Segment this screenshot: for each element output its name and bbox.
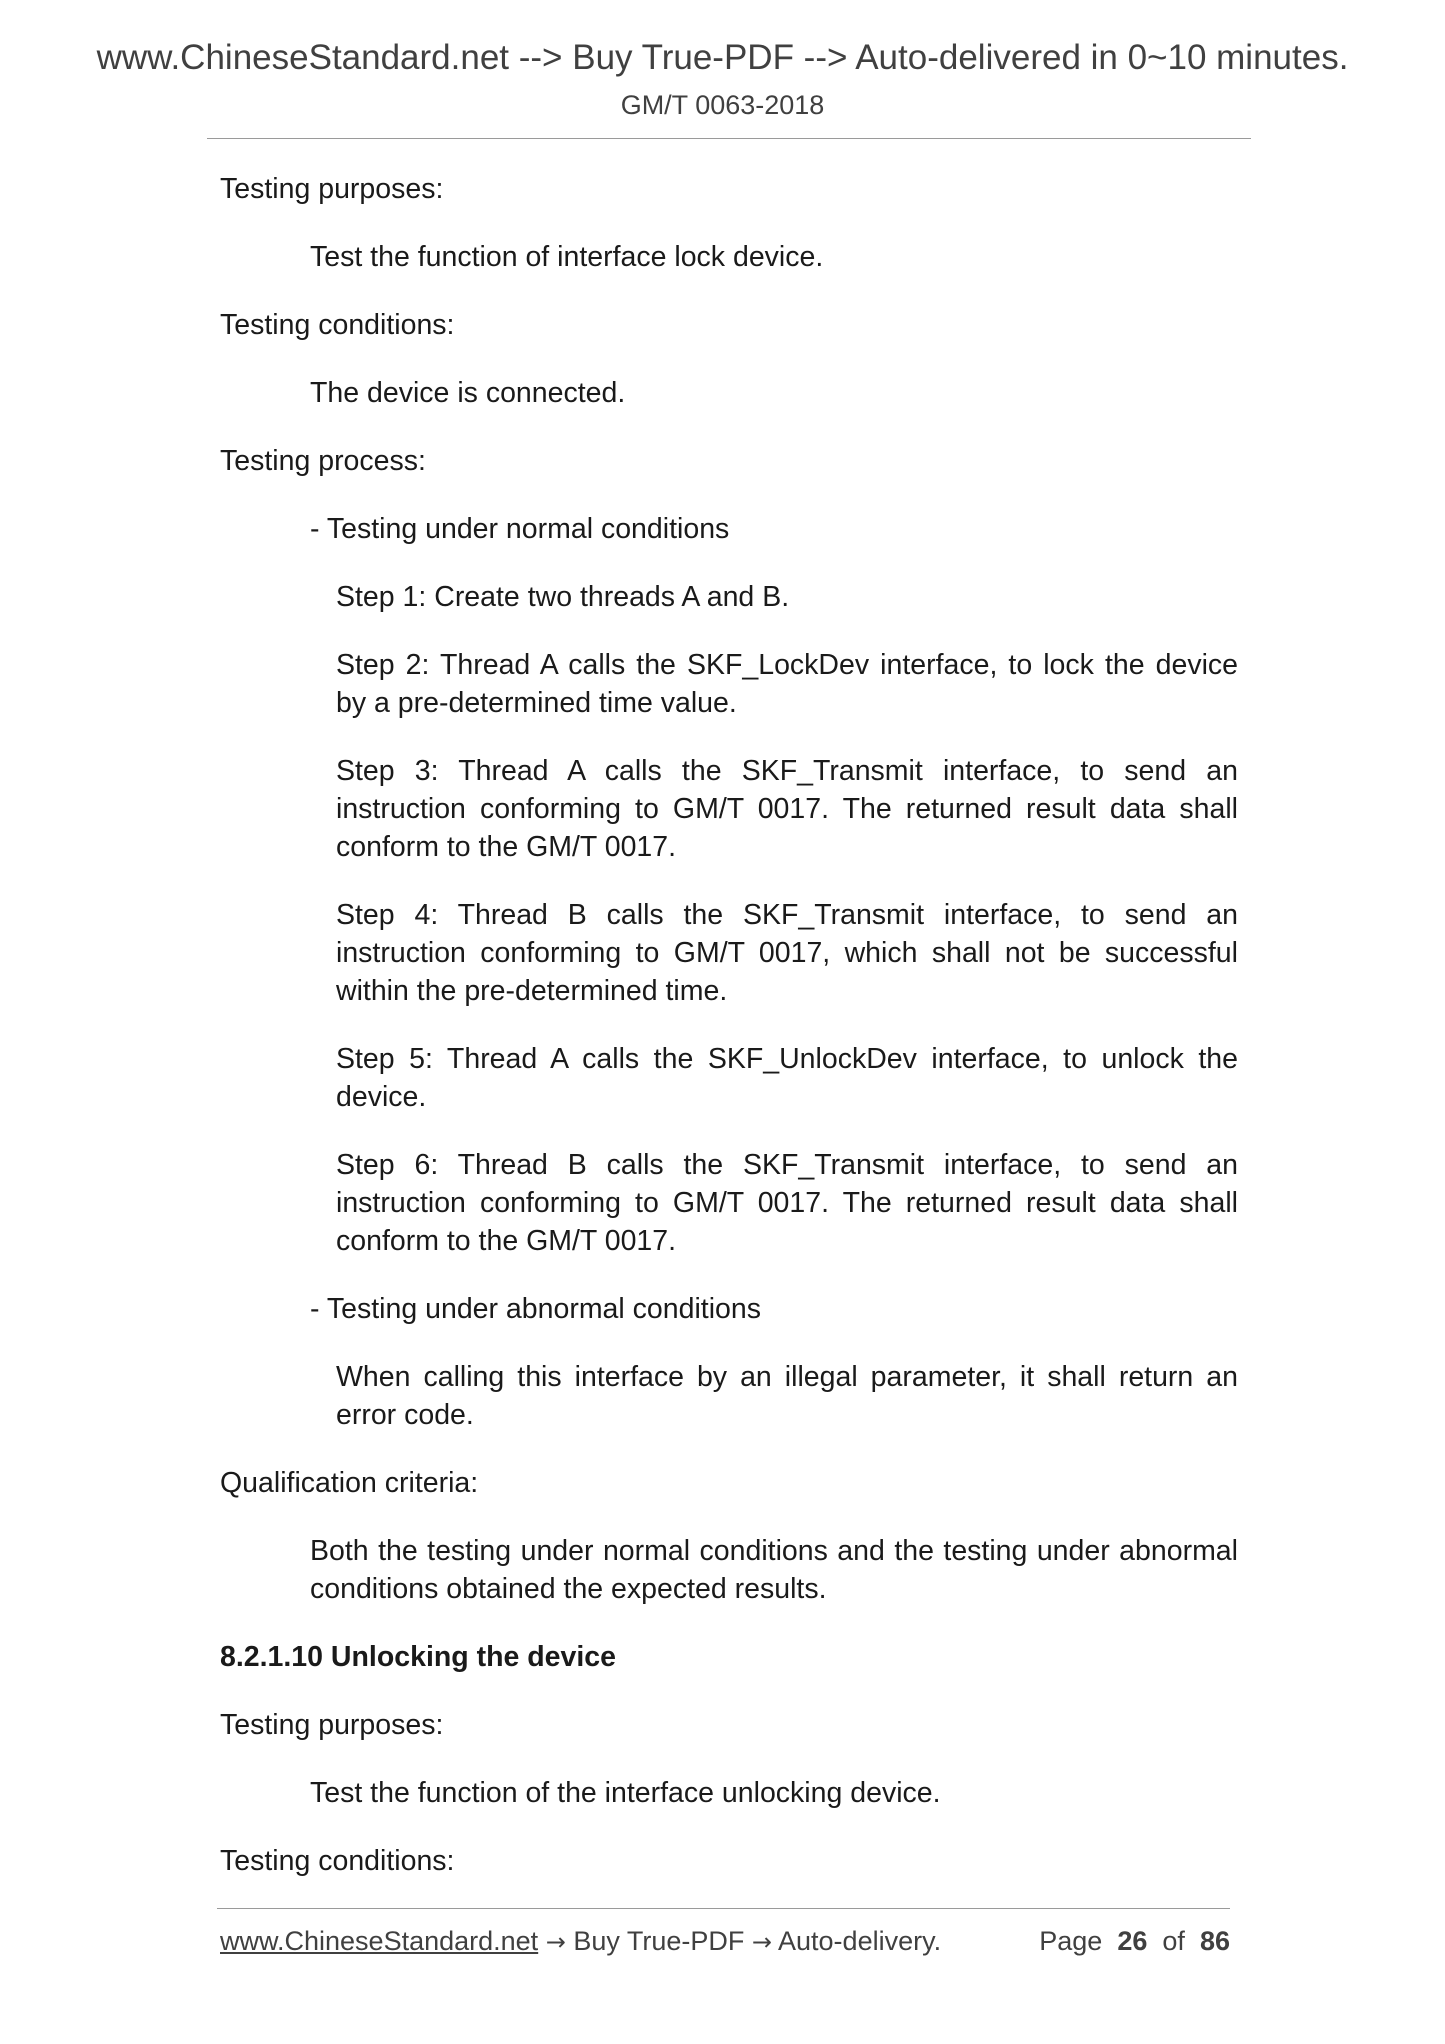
step-1: Step 1: Create two threads A and B.	[336, 581, 790, 613]
step-5: Step 5: Thread A calls the SKF_UnlockDev interface, to unlock the device.	[336, 1043, 1238, 1113]
arrow-right-icon: →	[751, 1928, 772, 1956]
normal-conditions-label: - Testing under normal conditions	[310, 513, 730, 545]
footer-site-link[interactable]: www.ChineseStandard.net	[220, 1926, 539, 1956]
abnormal-conditions-label: - Testing under abnormal conditions	[310, 1293, 761, 1325]
step-3: Step 3: Thread A calls the SKF_Transmit interface, to send an instruction conforming to GM/T 0017. The returned result data shall conform to the GM/T 0017.	[336, 755, 1238, 863]
testing-purposes-text: Test the function of interface lock device.	[310, 241, 824, 273]
section-heading: 8.2.1.10 Unlocking the device	[220, 1641, 616, 1673]
footer-delivery-text: Auto-delivery.	[778, 1926, 942, 1956]
qualification-criteria-label: Qualification criteria:	[220, 1467, 479, 1499]
header-divider	[207, 138, 1251, 139]
testing-purposes-text-2: Test the function of the interface unlocking device.	[310, 1777, 941, 1809]
page-total: 86	[1199, 1926, 1230, 1956]
of-word: of	[1162, 1926, 1185, 1956]
page-number	[1039, 1926, 1230, 1957]
footer-divider	[217, 1908, 1230, 1909]
qualification-criteria-text: Both the testing under normal conditions and the testing under abnormal conditions obtained the expected results.	[310, 1535, 1238, 1605]
testing-purposes-label: Testing purposes:	[220, 173, 444, 205]
document-code: GM/T 0063-2018	[620, 90, 825, 120]
page-word: Page	[1039, 1926, 1103, 1956]
page-current: 26	[1117, 1926, 1148, 1956]
testing-conditions-text: The device is connected.	[310, 377, 626, 409]
testing-conditions-label-2: Testing conditions:	[220, 1845, 455, 1877]
arrow-right-icon: →	[545, 1928, 566, 1956]
testing-purposes-label-2: Testing purposes:	[220, 1709, 444, 1741]
page-footer	[220, 1926, 1230, 1957]
abnormal-conditions-text: When calling this interface by an illegal parameter, it shall return an error code.	[336, 1361, 1238, 1431]
page-body	[220, 170, 1238, 1910]
step-6: Step 6: Thread B calls the SKF_Transmit interface, to send an instruction conforming to GM/T 0017. The returned result data shall conform to the GM/T 0017.	[336, 1149, 1238, 1257]
testing-process-label: Testing process:	[220, 445, 426, 477]
step-4: Step 4: Thread B calls the SKF_Transmit interface, to send an instruction conforming to GM/T 0017, which shall not be successful within the pre-determined time.	[336, 899, 1238, 1007]
footer-buy-text: Buy True-PDF	[573, 1926, 745, 1956]
step-2: Step 2: Thread A calls the SKF_LockDev interface, to lock the device by a pre-determined time value.	[336, 649, 1238, 719]
header-banner: www.ChineseStandard.net --> Buy True-PDF --> Auto-delivered in 0~10 minutes.	[96, 38, 1349, 77]
testing-conditions-label: Testing conditions:	[220, 309, 455, 341]
